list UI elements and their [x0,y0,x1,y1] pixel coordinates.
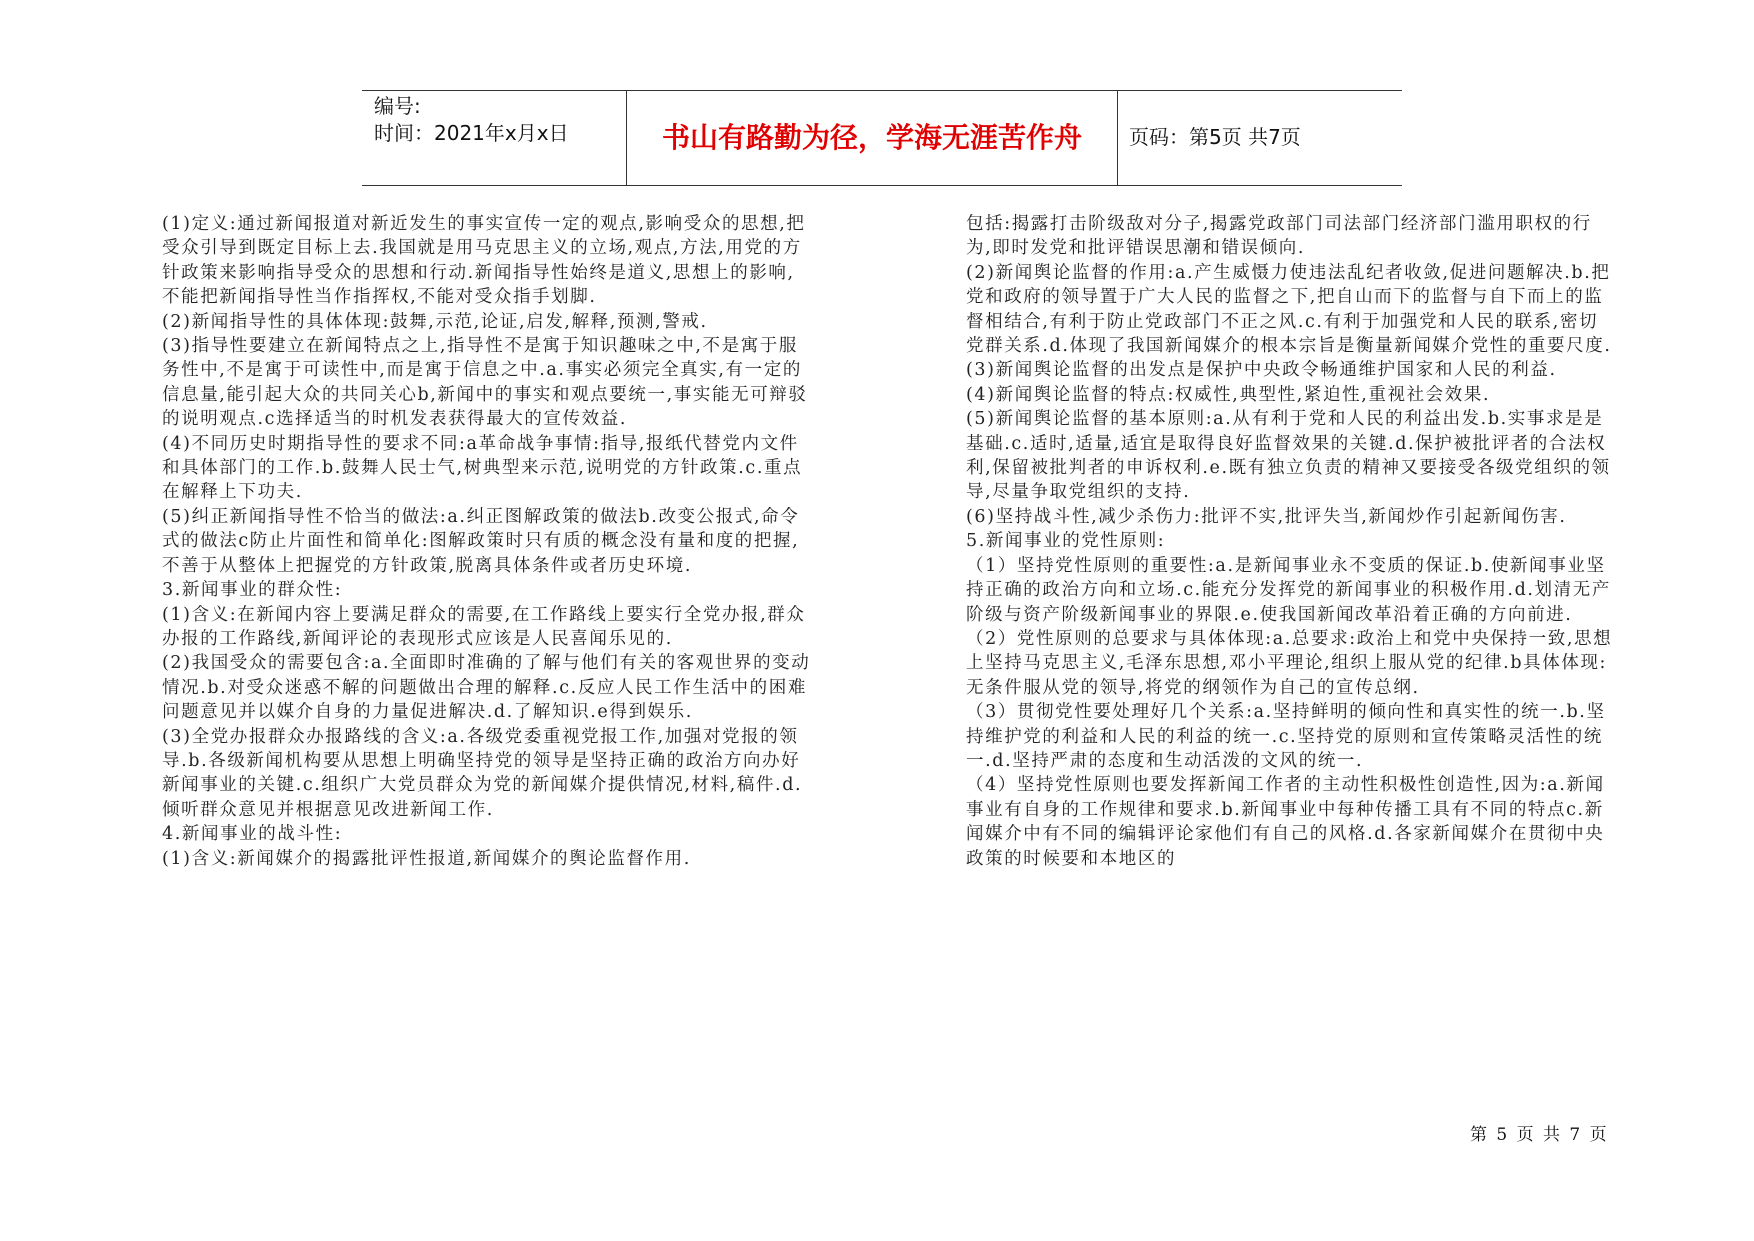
page-footer: 第 5 页 共 7 页 [1470,1125,1609,1145]
paragraph: （1）坚持党性原则的重要性:a.是新闻事业永不变质的保证.b.使新闻事业坚持正确的政治方向和立场.c.能充分发挥党的新闻事业的积极作用.d.划清无产阶级与资产阶级新闻事业的界限.e.使我国新闻改革沿着正确的方向前进. [966,555,1611,625]
paragraph: (1)含义:新闻媒介的揭露批评性报道,新闻媒介的舆论监督作用. [162,848,691,869]
paragraph: (2)新闻舆论监督的作用:a.产生威慑力使违法乱纪者收敛,促进问题解决.b.把党和政府的领导置于广大人民的监督之下,把自山而下的监督与自下而上的监督相结合,有利于防止党政部门不正之风.c.有利于加强党和人民的联系,密切党群关系.d.体现了我国新闻媒介的根本宗旨是衡量新闻媒介党性的重要尺度. [966,262,1612,357]
left-text-column [162,212,812,871]
paragraph: (6)坚持战斗性,减少杀伤力:批评不实,批评失当,新闻炒作引起新闻伤害. [966,506,1567,527]
section-heading: 5.新闻事业的党性原则: [966,531,1166,552]
paragraph: (5)纠正新闻指导性不恰当的做法:a.纠正图解政策的做法b.改变公报式,命令式的做法c防止片面性和简单化:图解政策时只有质的概念没有量和度的把握,不善于从整体上把握党的方针政策,脱离具体条件或者历史环境. [162,506,800,576]
paragraph: (3)全党办报群众办报路线的含义:a.各级党委重视党报工作,加强对党报的领导.b.各级新闻机构要从思想上明确坚持党的领导是坚持正确的政治方向办好新闻事业的关键.c.组织广大党员群众为党的新闻媒介提供情况,材料,稿件.d.倾听群众意见并根据意见改进新闻工作. [162,726,803,820]
section-heading: 4.新闻事业的战斗性: [162,824,343,845]
paragraph: (4)新闻舆论监督的特点:权威性,典型性,紧迫性,重视社会效果. [966,384,1491,405]
header-motto: 书山有路勤为径，学海无涯苦作舟 [661,121,1082,154]
paragraph: (3)新闻舆论监督的出发点是保护中央政令畅通维护国家和人民的利益. [966,360,1557,381]
header-motto-cell [626,91,1118,185]
paragraph: （4）坚持党性原则也要发挥新闻工作者的主动性积极性创造性,因为:a.新闻事业有自身的工作规律和要求.b.新闻事业中每种传播工具有不同的特点c.新闻媒介中有不同的编辑评论家他们有自己的风格.d.各家新闻媒介在贯彻中央政策的时候要和本地区的 [966,775,1605,869]
paragraph: (3)指导性要建立在新闻特点之上,指导性不是寓于知识趣味之中,不是寓于服务性中,不是寓于可读性中,而是寓于信息之中.a.事实必须完全真实,有一定的信息量,能引起大众的共同关心b,新闻中的事实和观点要统一,事实能无可辩驳的说明观点.c选择适当的时机发表获得最大的宣传效益. [162,336,808,430]
header-page-info: 页码：第5页 共7页 [1129,125,1301,149]
document-number-label: 编号: [374,94,421,118]
header-meta-cell [362,91,626,185]
page-header [362,90,1402,186]
right-text-column [966,212,1616,871]
paragraph: (4)不同历史时期指导性的要求不同:a革命战争事情:指导,报纸代替党内文件和具体部门的工作.b.鼓舞人民士气,树典型来示范,说明党的方针政策.c.重点在解释上下功夫. [162,433,803,503]
paragraph: (2)新闻指导性的具体体现:鼓舞,示范,论证,启发,解释,预测,警戒. [162,311,708,332]
header-page-cell [1117,91,1402,185]
paragraph: (5)新闻舆论监督的基本原则:a.从有利于党和人民的利益出发.b.实事求是是基础.c.适时,适量,适宜是取得良好监督效果的关键.d.保护被批评者的合法权利,保留被批判者的申诉权利.e.既有独立负责的精神又要接受各级党组织的领导,尽量争取党组织的支持. [966,409,1611,503]
paragraph: （2）党性原则的总要求与具体体现:a.总要求:政治上和党中央保持一致,思想上坚持马克思主义,毛泽东思想,邓小平理论,组织上服从党的纪律.b具体体现:无条件服从党的领导,将党的纲领作为自己的宣传总纲. [966,628,1613,698]
section-heading: 3.新闻事业的群众性: [162,580,343,601]
paragraph: (1)定义:通过新闻报道对新近发生的事实宣传一定的观点,影响受众的思想,把受众引导到既定目标上去.我国就是用马克思主义的立场,观点,方法,用党的方针政策来影响指导受众的思想和行动.新闻指导性始终是道义,思想上的影响,不能把新闻指导性当作指挥权,不能对受众指手划脚. [162,214,806,308]
paragraph: (2)我国受众的需要包含:a.全面即时准确的了解与他们有关的客观世界的变动情况.b.对受众迷惑不解的问题做出合理的解释.c.反应人民工作生活中的困难问题意见并以媒介自身的力量促进解决.d.了解知识.e得到娱乐. [162,653,811,723]
paragraph: (1)含义:在新闻内容上要满足群众的需要,在工作路线上要实行全党办报,群众办报的工作路线,新闻评论的表现形式应该是人民喜闻乐见的. [162,604,806,649]
paragraph: （3）贯彻党性要处理好几个关系:a.坚持鲜明的倾向性和真实性的统一.b.坚持维护党的利益和人民的利益的统一.c.坚持党的原则和宣传策略灵活性的统一.d.坚持严肃的态度和生动活泼的文风的统一. [966,702,1606,771]
document-date: 时间：2021年x月x日 [374,121,569,145]
paragraph: 包括:揭露打击阶级敌对分子,揭露党政部门司法部门经济部门滥用职权的行为,即时发党和批评错误思潮和错误倾向. [966,214,1592,259]
